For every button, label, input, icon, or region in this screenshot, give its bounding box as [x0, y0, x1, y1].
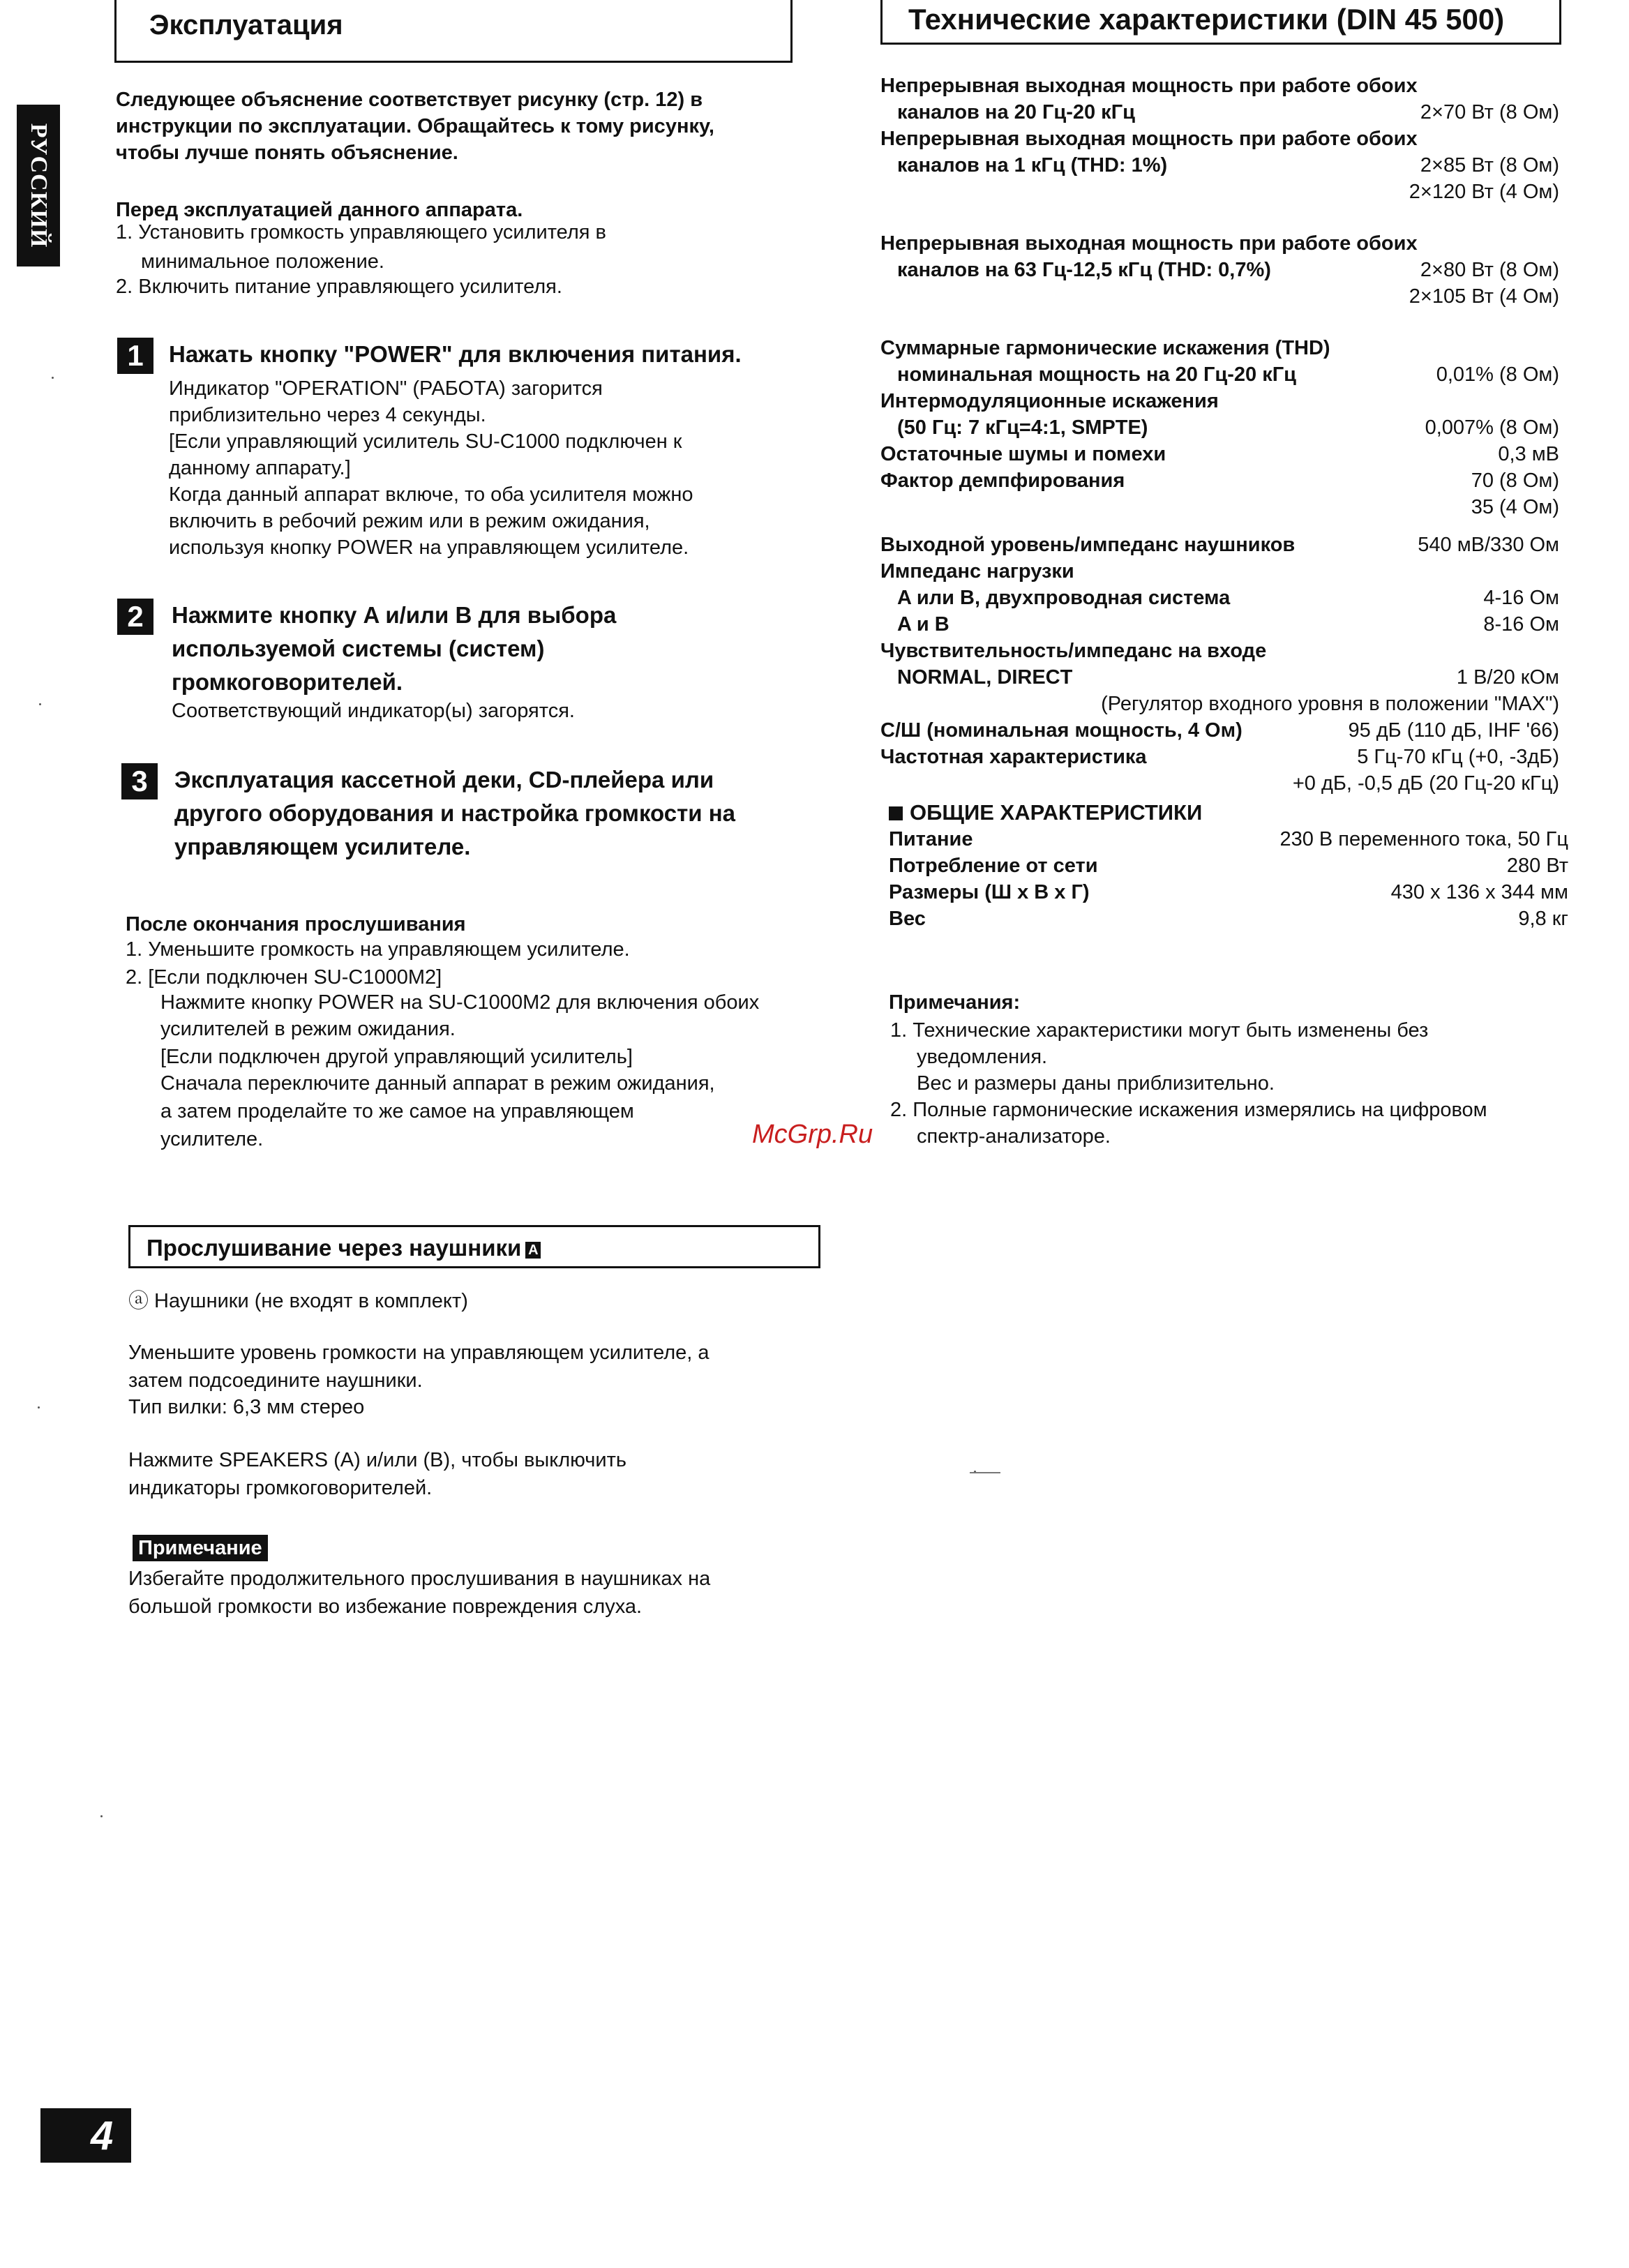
note-line-1: Избегайте продолжительного прослушивания в наушниках на — [128, 1568, 711, 1590]
spec-label: каналов на 1 кГц (THD: 1%) — [897, 154, 1168, 177]
spec-value: 2×120 Вт (4 Ом) — [1409, 181, 1559, 203]
spec-value: 0,3 мВ — [1498, 443, 1559, 465]
watermark: McGrp.Ru — [752, 1120, 873, 1149]
spec-label: каналов на 63 Гц-12,5 кГц (THD: 0,7%) — [897, 259, 1271, 281]
spec-label: NORMAL, DIRECT — [897, 666, 1073, 689]
language-tab — [17, 105, 60, 266]
after-listening-line-6: Сначала переключите данный аппарат в режим ожидания, — [160, 1072, 715, 1095]
spec-label: Суммарные гармонические искажения (THD) — [880, 337, 1330, 359]
scan-speck — [52, 377, 54, 379]
spec-label: Фактор демпфирования — [880, 470, 1125, 492]
before-use-line-1: 1. Установить громкость управляющего усилителя в — [116, 221, 606, 243]
after-listening-line-4: усилителей в режим ожидания. — [160, 1018, 456, 1040]
after-listening-line-7: а затем проделайте то же самое на управляющем — [160, 1100, 634, 1122]
spec-value: 8-16 Ом — [1483, 613, 1559, 636]
general-label: Потребление от сети — [889, 855, 1098, 877]
headphones-para2-line-2: индикаторы громкоговорителей. — [128, 1477, 433, 1499]
language-tab-label: РУССКИЙ — [26, 123, 52, 248]
before-use-heading: Перед эксплуатацией данного аппарата. — [116, 199, 523, 221]
spec-value: 95 дБ (110 дБ, IHF '66) — [1348, 719, 1559, 742]
step-1-line-7: используя кнопку POWER на управляющем усилителе. — [169, 536, 689, 559]
note-line-2: большой громкости во избежание повреждения слуха. — [128, 1595, 643, 1618]
scan-mark — [970, 1472, 1000, 1473]
note-label: Примечание — [133, 1535, 268, 1561]
step-1-line-6: включить в ребочий режим или в режим ожидания, — [169, 510, 650, 532]
spec-value: (Регулятор входного уровня в положении "MAX") — [1101, 693, 1559, 715]
spec-label: Выходной уровень/импеданс наушников — [880, 534, 1296, 556]
general-label: Вес — [889, 908, 926, 930]
headphones-para1-line-2: затем подсоедините наушники. — [128, 1369, 423, 1392]
notes-line-3: Вес и размеры даны приблизительно. — [917, 1072, 1275, 1095]
headphones-para2-line-1: Нажмите SPEAKERS (A) и/или (B), чтобы выключить — [128, 1449, 626, 1471]
spec-value: +0 дБ, -0,5 дБ (20 Гц-20 кГц) — [1292, 772, 1559, 795]
general-label: Размеры (Ш x В x Г) — [889, 881, 1090, 903]
after-listening-line-2: 2. [Если подключен SU-C1000M2] — [126, 966, 442, 989]
section-title-operation: Эксплуатация — [149, 10, 343, 40]
intro-line-1: Следующее объяснение соответствует рисунку (стр. 12) в — [116, 89, 703, 111]
step-2-line-1: Соответствующий индикатор(ы) загорятся. — [172, 700, 575, 722]
spec-value: 2×70 Вт (8 Ом) — [1420, 101, 1559, 123]
before-use-line-2: минимальное положение. — [141, 250, 384, 273]
step-1-line-3: [Если управляющий усилитель SU-C1000 подключен к — [169, 430, 682, 453]
spec-value: 1 В/20 кОм — [1456, 666, 1559, 689]
step-2-title-line-2: используемой системы (систем) — [172, 636, 545, 661]
spec-value: 35 (4 Ом) — [1471, 496, 1559, 518]
notes-line-5: спектр-анализаторе. — [917, 1125, 1111, 1148]
step-2-title-line-1: Нажмите кнопку A и/или B для выбора — [172, 602, 617, 628]
spec-value: 0,007% (8 Ом) — [1425, 416, 1559, 439]
before-use-line-3: 2. Включить питание управляющего усилителя. — [116, 276, 562, 298]
step-1-line-1: Индикатор "OPERATION" (РАБОТА) загорится — [169, 377, 603, 400]
notes-line-2: уведомления. — [917, 1046, 1048, 1068]
spec-label: каналов на 20 Гц-20 кГц — [897, 101, 1135, 123]
spec-value: 0,01% (8 Ом) — [1436, 363, 1559, 386]
after-listening-line-8: усилителе. — [160, 1128, 264, 1150]
spec-value: 70 (8 Ом) — [1471, 470, 1559, 492]
general-value: 430 x 136 x 344 мм — [1390, 881, 1568, 903]
general-value: 230 В переменного тока, 50 Гц — [1279, 828, 1568, 850]
scan-speck — [100, 1815, 103, 1817]
spec-label: (50 Гц: 7 кГц=4:1, SMPTE) — [897, 416, 1148, 439]
step-3-title-line-3: управляющем усилителе. — [174, 834, 471, 859]
headphones-header — [147, 1235, 541, 1261]
step-3-title-line-1: Эксплуатация кассетной деки, CD-плейера или — [174, 767, 714, 793]
scan-speck — [39, 703, 41, 705]
general-label: Питание — [889, 828, 973, 850]
step-2-title-line-3: громкоговорителей. — [172, 669, 403, 695]
spec-label: Частотная характеристика — [880, 746, 1147, 768]
step-1-line-2: приблизительно через 4 секунды. — [169, 404, 486, 426]
general-value: 9,8 кг — [1518, 908, 1568, 930]
headphones-para1-line-1: Уменьшите уровень громкости на управляющем усилителе, а — [128, 1342, 710, 1364]
step-3-number: 3 — [121, 763, 158, 799]
intro-line-3: чтобы лучше понять объяснение. — [116, 142, 458, 164]
general-heading — [889, 799, 1202, 826]
step-1-line-5: Когда данный аппарат включе, то оба усилителя можно — [169, 483, 693, 506]
spec-label: Чувствительность/импеданс на входе — [880, 640, 1267, 662]
figure-a-icon: A — [525, 1242, 541, 1259]
step-1-line-4: данному аппарату.] — [169, 457, 351, 479]
spec-label: Импеданс нагрузки — [880, 560, 1074, 583]
after-listening-line-5: [Если подключен другой управляющий усилитель] — [160, 1046, 633, 1068]
step-3-title-line-2: другого оборудования и настройка громкости на — [174, 800, 736, 826]
spec-value: 540 мВ/330 Ом — [1418, 534, 1559, 556]
step-1-number: 1 — [117, 338, 153, 374]
scan-speck — [38, 1406, 40, 1409]
spec-value: 2×85 Вт (8 Ом) — [1420, 154, 1559, 177]
spec-label: A и B — [897, 613, 949, 636]
notes-line-1: 1. Технические характеристики могут быть изменены без — [890, 1019, 1429, 1042]
headphones-title: Прослушивание через наушники — [147, 1235, 522, 1261]
spec-label: Непрерывная выходная мощность при работе обоих — [880, 75, 1418, 97]
spec-label: Остаточные шумы и помехи — [880, 443, 1166, 465]
bullet-square-icon — [889, 806, 903, 820]
page-number: 4 — [91, 2113, 114, 2158]
step-1-title: Нажать кнопку "POWER" для включения питания. — [169, 341, 742, 367]
page-number-badge — [40, 2108, 131, 2163]
after-listening-heading: После окончания прослушивания — [126, 913, 466, 936]
after-listening-line-3: Нажмите кнопку POWER на SU-C1000M2 для включения обоих — [160, 991, 760, 1014]
headphones-item: ⓐ Наушники (не входят в комплект) — [128, 1290, 468, 1312]
section-title-specs: Технические характеристики (DIN 45 500) — [908, 3, 1505, 36]
spec-value: 2×80 Вт (8 Ом) — [1420, 259, 1559, 281]
spec-label: Непрерывная выходная мощность при работе обоих — [880, 232, 1418, 255]
general-value: 280 Вт — [1506, 855, 1568, 877]
after-listening-line-1: 1. Уменьшите громкость на управляющем усилителе. — [126, 938, 630, 961]
spec-label: номинальная мощность на 20 Гц-20 кГц — [897, 363, 1296, 386]
spec-value: 4-16 Ом — [1483, 587, 1559, 609]
spec-label: Интермодуляционные искажения — [880, 390, 1219, 412]
spec-label: A или B, двухпроводная система — [897, 587, 1231, 609]
notes-heading: Примечания: — [889, 991, 1021, 1014]
intro-line-2: инструкции по эксплуатации. Обращайтесь к тому рисунку, — [116, 115, 714, 137]
spec-value: 2×105 Вт (4 Ом) — [1409, 285, 1559, 308]
spec-value: 5 Гц-70 кГц (+0, -3дБ) — [1357, 746, 1559, 768]
step-2-number: 2 — [117, 599, 153, 635]
spec-label: С/Ш (номинальная мощность, 4 Ом) — [880, 719, 1243, 742]
headphones-para1-line-3: Тип вилки: 6,3 мм стерео — [128, 1396, 365, 1418]
general-heading-text: ОБЩИЕ ХАРАКТЕРИСТИКИ — [910, 800, 1203, 825]
notes-line-4: 2. Полные гармонические искажения измерялись на цифровом — [890, 1099, 1487, 1121]
spec-label: Непрерывная выходная мощность при работе обоих — [880, 128, 1418, 150]
